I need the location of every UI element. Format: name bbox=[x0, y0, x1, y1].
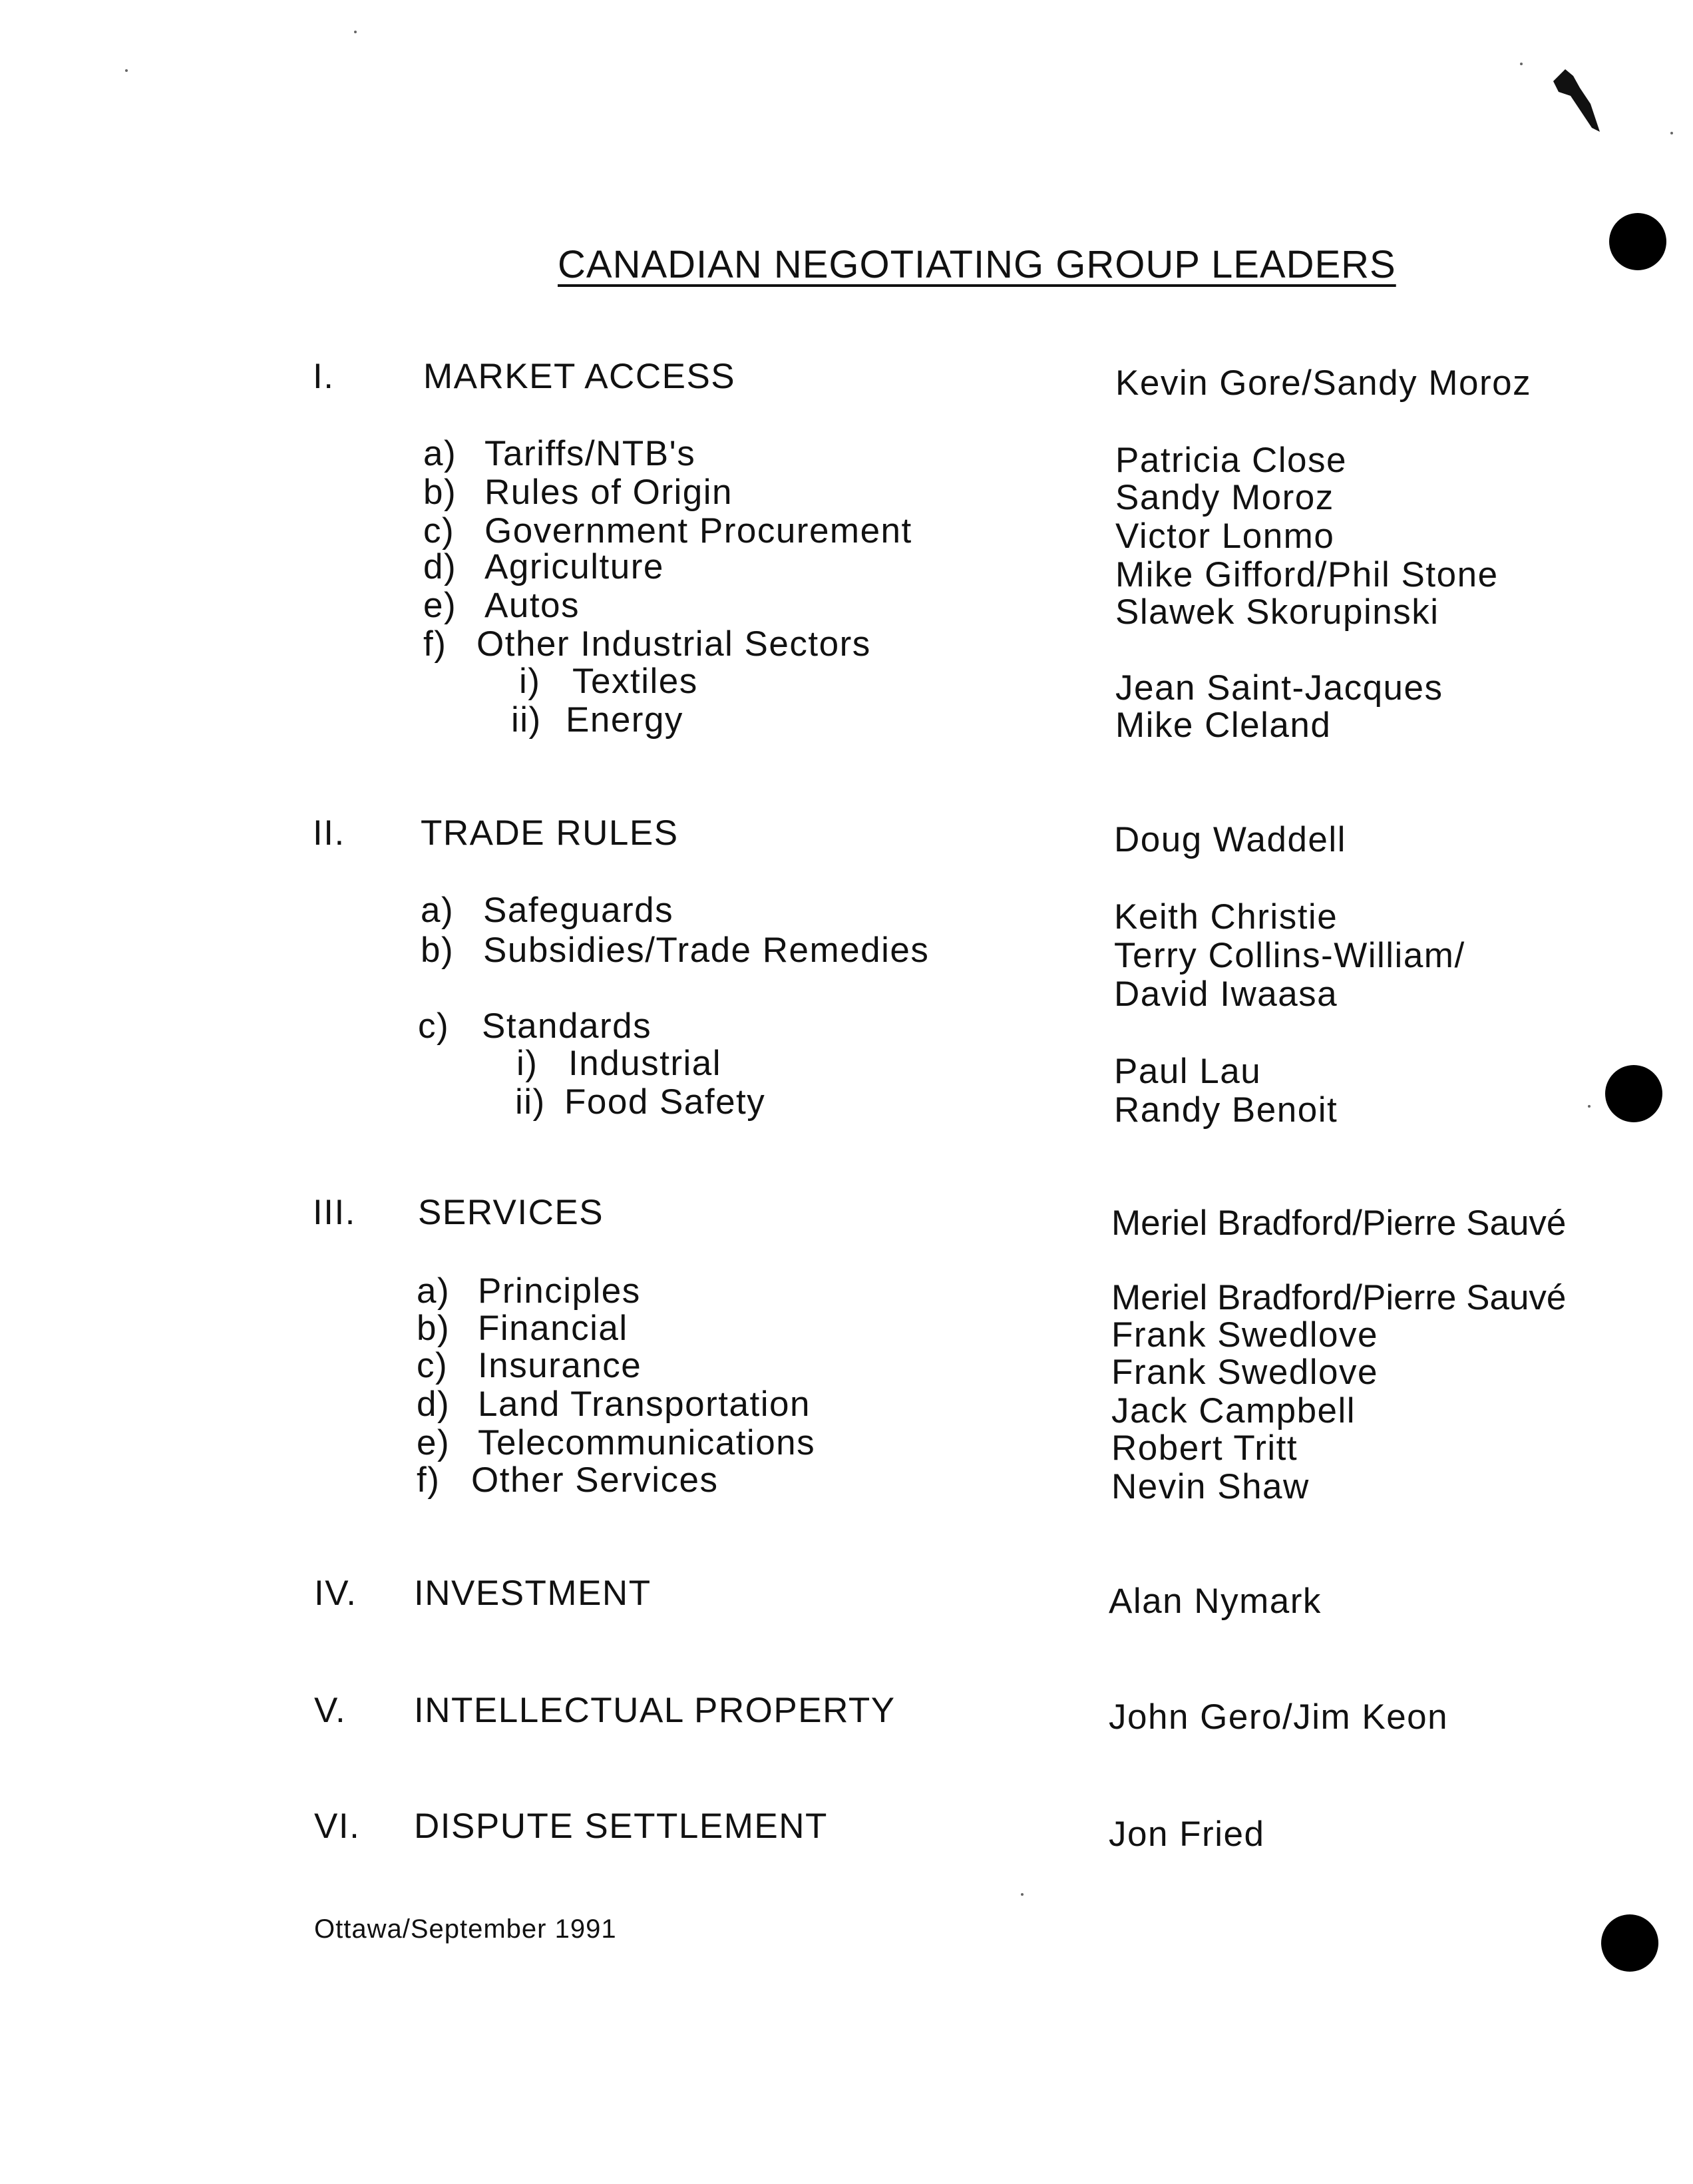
scan-speck bbox=[1021, 1893, 1024, 1896]
item-marker: b) bbox=[423, 473, 457, 512]
scan-speck bbox=[1520, 63, 1523, 65]
section-numeral: II. bbox=[313, 813, 345, 853]
footer-date: Ottawa/September 1991 bbox=[314, 1914, 617, 1944]
punch-hole bbox=[1605, 1065, 1662, 1122]
item-marker: a) bbox=[421, 891, 455, 930]
item-leader: Robert Tritt bbox=[1111, 1428, 1298, 1468]
item-marker: b) bbox=[417, 1309, 451, 1348]
item-marker: e) bbox=[417, 1423, 451, 1462]
section-leader: Jon Fried bbox=[1109, 1815, 1265, 1854]
item-leader: Keith Christie bbox=[1114, 897, 1338, 937]
item-label: Telecommunications bbox=[478, 1423, 816, 1462]
section-numeral: V. bbox=[314, 1691, 347, 1730]
item-leader: Frank Swedlove bbox=[1111, 1353, 1379, 1392]
item-marker: a) bbox=[423, 434, 457, 473]
subitem-leader: Paul Lau bbox=[1114, 1052, 1262, 1091]
section-leader: Alan Nymark bbox=[1109, 1582, 1322, 1621]
item-leader: Frank Swedlove bbox=[1111, 1315, 1379, 1355]
section-numeral: I. bbox=[313, 357, 335, 396]
item-label: Government Procurement bbox=[484, 511, 912, 550]
subitem-marker: ii) bbox=[511, 700, 542, 740]
scan-speck bbox=[354, 31, 357, 33]
item-label: Principles bbox=[478, 1271, 641, 1311]
item-label: Autos bbox=[484, 586, 580, 625]
subitem-label: Food Safety bbox=[564, 1082, 766, 1122]
item-leader: Nevin Shaw bbox=[1111, 1467, 1310, 1506]
section-heading: MARKET ACCESS bbox=[423, 357, 736, 396]
item-marker: c) bbox=[423, 511, 455, 550]
subitem-label: Industrial bbox=[568, 1044, 722, 1083]
section-heading: DISPUTE SETTLEMENT bbox=[414, 1807, 828, 1846]
staple-mark bbox=[1551, 63, 1602, 136]
item-leader: Sandy Moroz bbox=[1115, 478, 1334, 517]
section-leader: Doug Waddell bbox=[1114, 820, 1346, 859]
document-title: CANADIAN NEGOTIATING GROUP LEADERS bbox=[558, 243, 1396, 286]
punch-hole bbox=[1601, 1914, 1658, 1972]
item-label: Standards bbox=[482, 1006, 652, 1046]
item-leader: Meriel Bradford/Pierre Sauvé bbox=[1111, 1278, 1567, 1317]
item-label: Tariffs/NTB's bbox=[484, 434, 696, 473]
item-marker: c) bbox=[417, 1346, 449, 1385]
item-label: Insurance bbox=[478, 1346, 642, 1385]
subitem-marker: ii) bbox=[515, 1082, 546, 1122]
item-label: Subsidies/Trade Remedies bbox=[483, 931, 930, 970]
punch-hole bbox=[1609, 213, 1666, 270]
section-leader: Kevin Gore/Sandy Moroz bbox=[1115, 363, 1532, 403]
section-heading: SERVICES bbox=[418, 1193, 604, 1232]
subitem-marker: i) bbox=[516, 1044, 538, 1083]
item-label: Other Services bbox=[471, 1460, 719, 1500]
section-leader: Meriel Bradford/Pierre Sauvé bbox=[1111, 1203, 1567, 1243]
subitem-label: Energy bbox=[566, 700, 683, 740]
scan-speck bbox=[1588, 1105, 1591, 1108]
item-leader: Victor Lonmo bbox=[1115, 517, 1335, 556]
section-numeral: III. bbox=[313, 1193, 356, 1232]
item-marker: b) bbox=[421, 931, 455, 970]
item-leader: Slawek Skorupinski bbox=[1115, 592, 1439, 632]
item-marker: f) bbox=[417, 1460, 441, 1500]
item-marker: c) bbox=[418, 1006, 450, 1046]
item-label: Other Industrial Sectors bbox=[476, 624, 871, 664]
item-label: Financial bbox=[478, 1309, 628, 1348]
item-leader: Jack Campbell bbox=[1111, 1391, 1356, 1430]
section-numeral: IV. bbox=[314, 1574, 357, 1613]
item-leader: Terry Collins-William/ bbox=[1114, 936, 1465, 975]
scan-speck bbox=[1670, 132, 1673, 134]
item-marker: e) bbox=[423, 586, 457, 625]
item-marker: d) bbox=[417, 1385, 451, 1424]
section-numeral: VI. bbox=[314, 1807, 361, 1846]
item-marker: f) bbox=[423, 624, 447, 664]
section-heading: INVESTMENT bbox=[414, 1574, 652, 1613]
item-label: Agriculture bbox=[484, 547, 664, 586]
section-heading: TRADE RULES bbox=[421, 813, 679, 853]
subitem-label: Textiles bbox=[572, 662, 698, 701]
item-marker: a) bbox=[417, 1271, 451, 1311]
subitem-leader: Randy Benoit bbox=[1114, 1090, 1338, 1130]
subitem-leader: Mike Cleland bbox=[1115, 706, 1332, 745]
item-leader: Patricia Close bbox=[1115, 441, 1347, 480]
item-label: Rules of Origin bbox=[484, 473, 733, 512]
section-leader: John Gero/Jim Keon bbox=[1109, 1697, 1449, 1737]
subitem-marker: i) bbox=[519, 662, 541, 701]
item-label: Land Transportation bbox=[478, 1385, 811, 1424]
item-label: Safeguards bbox=[483, 891, 674, 930]
item-marker: d) bbox=[423, 547, 457, 586]
subitem-leader: Jean Saint-Jacques bbox=[1115, 668, 1443, 708]
item-leader: Mike Gifford/Phil Stone bbox=[1115, 555, 1499, 594]
item-leader-line2: David Iwaasa bbox=[1114, 975, 1338, 1014]
scan-speck bbox=[125, 69, 128, 72]
section-heading: INTELLECTUAL PROPERTY bbox=[414, 1691, 896, 1730]
